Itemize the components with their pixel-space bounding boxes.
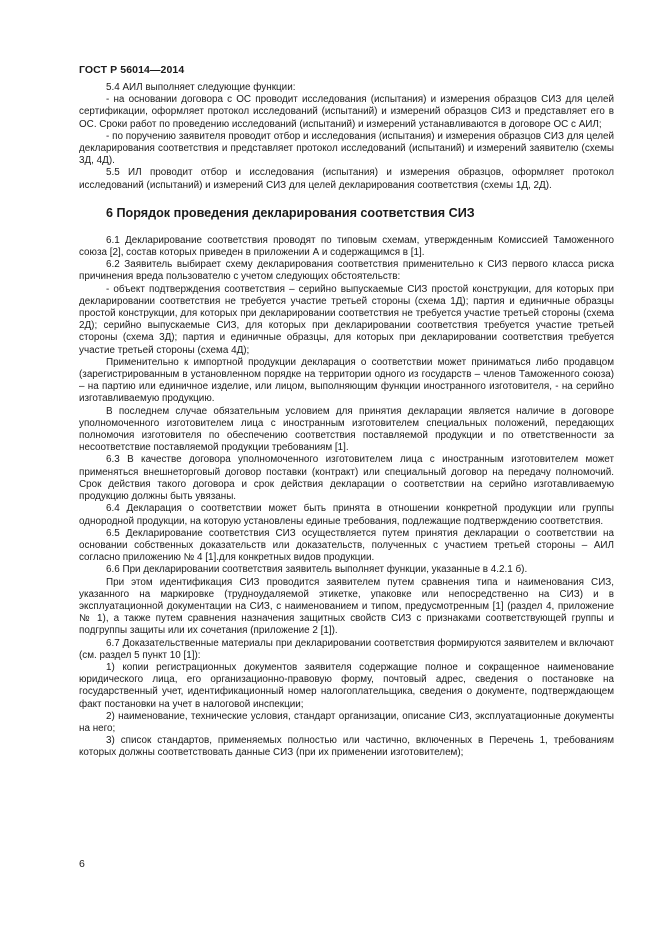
paragraph-6-7-item-3: 3) список стандартов, применяемых полностью или частично, включенных в Перечень 1, требованиям которых должны соответствовать данные СИЗ (при их применении изготовителем); [79, 735, 614, 759]
paragraph-5-4-item-1: - на основании договора с ОС проводит исследования (испытания) и измерения образцов СИЗ для целей сертификации, оформляет протокол исследований (испытаний) и измерений образцов СИЗ и представляет его в ОС. Сроки работ по проведению исследований (испытаний) и измерений устанавливаются в договоре ОС с АИЛ; [79, 94, 614, 130]
paragraph-6-3: 6.3 В качестве договора уполномоченного изготовителем лица с иностранным изготовителем может применяться внешнеторговый договор поставки (контракт) или специальный договор на передачу полномочий. Срок действия такого договора и срок действия декларации о соответствии на серийно изготавливаемую продукцию должны быть увязаны. [79, 454, 614, 503]
paragraph-last-case: В последнем случае обязательным условием для принятия декларации является наличие в договоре уполномоченного изготовителем лица с иностранным изготовителем специальных положений, передающих полномочия изготовителя по обеспечению соответствия поставляемой продукции и по ответственности за несоответствие поставляемой продукции требованиям [1]. [79, 405, 614, 454]
paragraph-6-2-item: - объект подтверждения соответствия – серийно выпускаемые СИЗ простой конструкции, для которых при декларировании соответствия не требуется участие третьей стороны (схема 1Д); партия и единичные образцы простой конструкции, для которых при декларировании соответствия не требуется участие третьей стороны (схема 2Д); серийно выпускаемые СИЗ, для которых при декларировании соответствия требуется участие третьей стороны (схема 3Д); партия и единичные образцы, для которых при декларировании соответствия требуется участие третьей стороны (схема 4Д); [79, 283, 614, 356]
paragraph-6-6: 6.6 При декларировании соответствия заявитель выполняет функции, указанные в 4.2.1 б). [106, 564, 528, 576]
paragraph-5-5: 5.5 ИЛ проводит отбор и исследования (испытания) и измерения образцов, оформляет протокол исследований (испытаний) и измерений СИЗ для целей декларирования соответствия (схемы 1Д, 2Д). [79, 167, 614, 191]
page-number: 6 [79, 858, 85, 870]
paragraph-6-7-item-2: 2) наименование, технические условия, стандарт организации, описание СИЗ, эксплуатационные документы на него; [79, 710, 614, 734]
paragraph-5-4: 5.4 АИЛ выполняет следующие функции: [106, 82, 296, 93]
paragraph-import: Применительно к импортной продукции декларация о соответствии может приниматься либо продавцом (зарегистрированным в установленном порядке на территории одного из государств – членов Таможенного союза) – на партию или единичное изделие, или лицом, выполняющим функции иностранного изготовителя, - на серийно изготавливаемую продукцию. [79, 356, 614, 405]
section-6-title: 6 Порядок проведения декларирования соответствия СИЗ [106, 205, 475, 220]
paragraph-6-1: 6.1 Декларирование соответствия проводят по типовым схемам, утвержденным Комиссией Таможенного союза [2], состав которых приведен в приложении А и содержащимся в [1]. [79, 234, 614, 259]
paragraph-6-2: 6.2 Заявитель выбирает схему декларирования соответствия применительно к СИЗ первого класса риска причинения вреда пользователю с учетом следующих обстоятельств: [79, 259, 614, 283]
standard-header: ГОСТ Р 56014—2014 [79, 64, 185, 76]
paragraph-6-7: 6.7 Доказательственные материалы при декларировании соответствия формируются заявителем и включают (см. раздел 5 пункт 10 [1]): [79, 637, 614, 661]
paragraph-identification: При этом идентификация СИЗ проводится заявителем путем сравнения типа и наименования СИЗ, указанного на маркировке (трудноудаляемой этикетке, упаковке или непосредственно на СИЗ) и в эксплуатационной документации на СИЗ, с наименованием и типом, предусмотренным [1] (раздел 4, приложение № 1), а также путем сравнения назначения защитных свойств СИЗ с признаками соответствующей группы и подгруппы защиты или их сочетания (приложение 2 [1]). [79, 576, 614, 637]
paragraph-6-5: 6.5 Декларирование соответствия СИЗ осуществляется путем принятия декларации о соответствии на основании собственных доказательств или доказательств, полученных с участием третьей стороны – АИЛ согласно приложению № 4 [1].для конкретных видов продукции. [79, 527, 614, 564]
page-content [79, 82, 614, 760]
paragraph-6-7-item-1: 1) копии регистрационных документов заявителя содержащие полное и сокращенное наименование юридического лица, его организационно-правовую форму, почтовый адрес, сведения о постановке на государственный учет, идентификационный номер налогоплательщика, сведения о документе, подтверждающем факт постановки на учет в налоговой инспекции; [79, 661, 614, 710]
paragraph-6-4: 6.4 Декларация о соответствии может быть принята в отношении конкретной продукции или группы однородной продукции, на которую установлены единые требования, подлежащие подтверждению соответствия. [79, 503, 614, 527]
paragraph-5-4-item-2: - по поручению заявителя проводит отбор и исследования (испытания) и измерения образцов СИЗ для целей декларирования соответствия и представляет протокол исследований (испытаний) и измерений заявителю (схемы 3Д, 4Д). [79, 130, 614, 167]
